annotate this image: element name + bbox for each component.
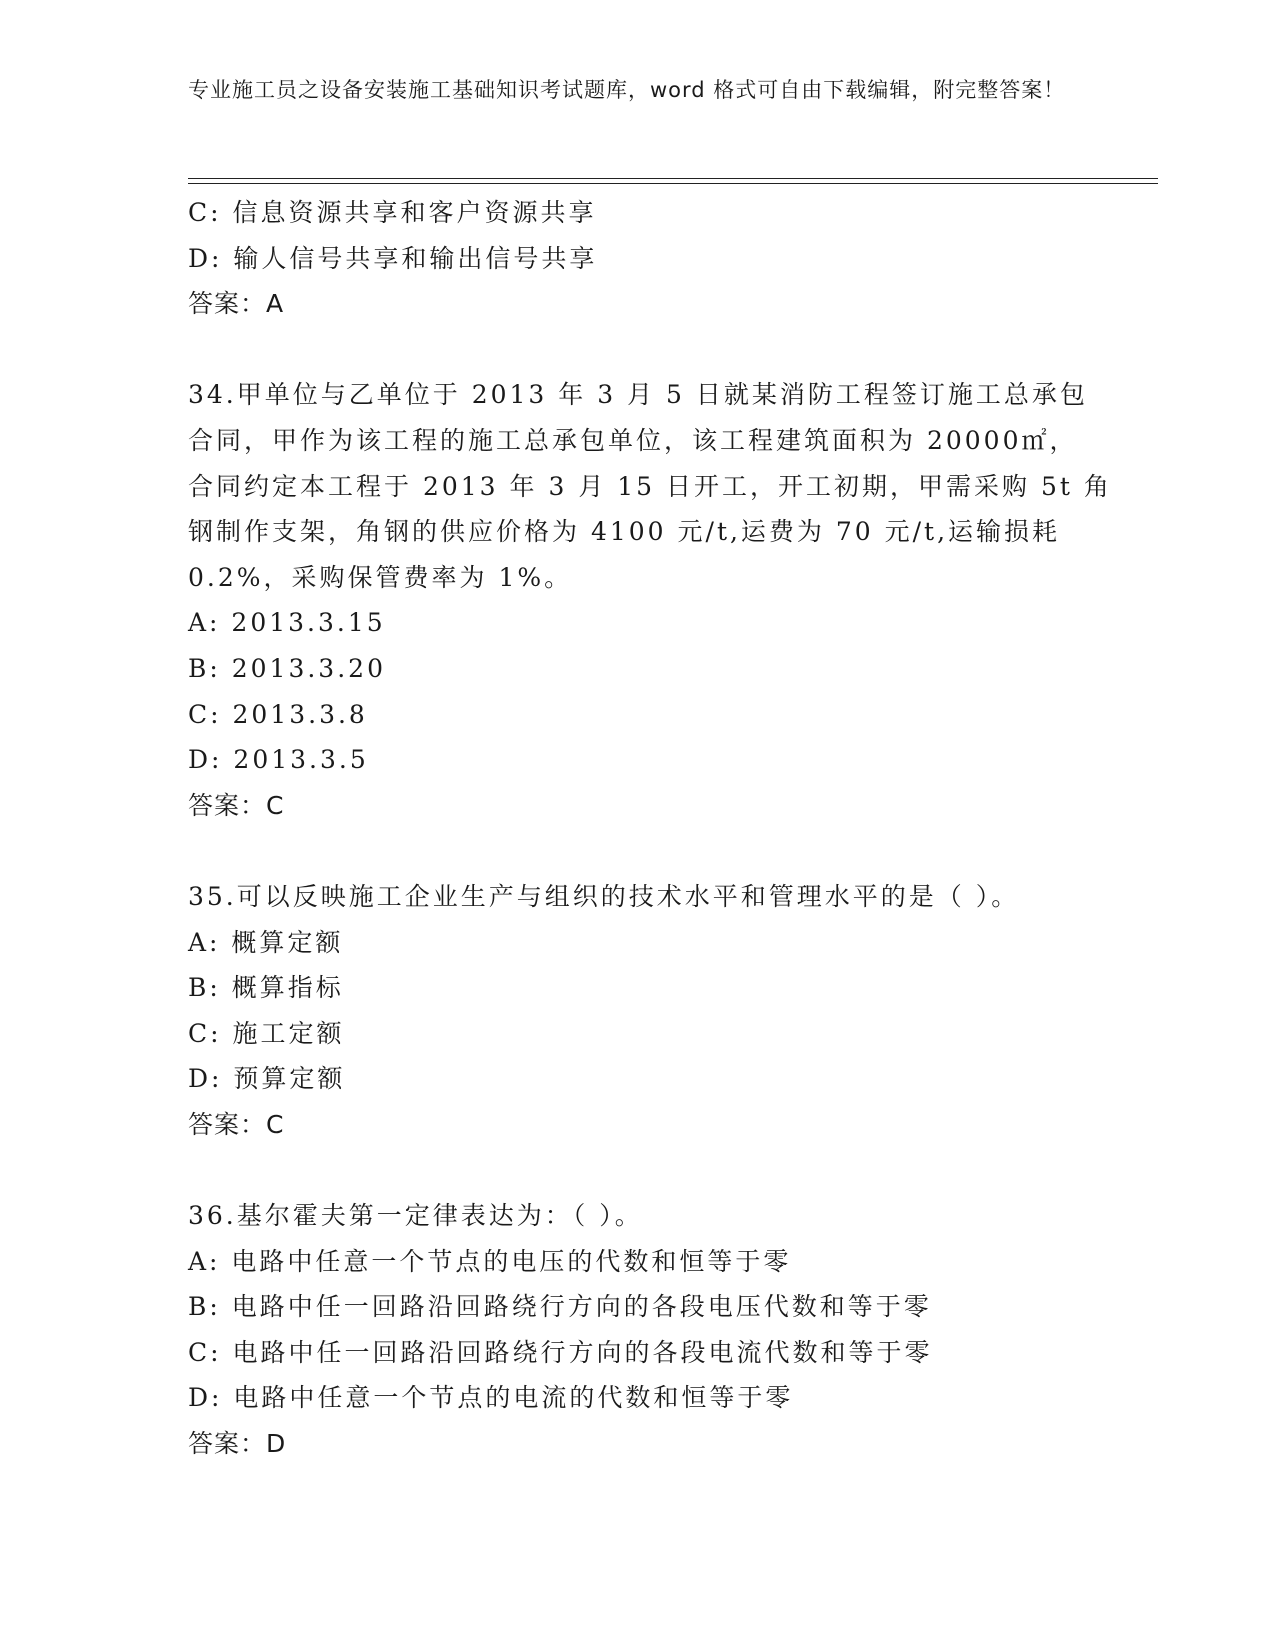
- option-d: D: 电路中任意一个节点的电流的代数和恒等于零: [188, 1383, 794, 1413]
- option-c: C: 施工定额: [188, 1018, 345, 1048]
- question-text-line: 合同，甲作为该工程的施工总承包单位，该工程建筑面积为 20000㎡，: [188, 425, 1078, 455]
- spacer: [188, 828, 1088, 874]
- document-header: [188, 74, 1068, 107]
- answer: 答案：C: [188, 790, 285, 820]
- option-a: A: 电路中任意一个节点的电压的代数和恒等于零: [188, 1246, 792, 1276]
- option-d: D: 预算定额: [188, 1064, 346, 1094]
- spacer: [188, 1147, 1088, 1193]
- answer: 答案：C: [188, 1109, 285, 1139]
- option-b: B: 概算指标: [188, 973, 344, 1003]
- question-text-line: 34.甲单位与乙单位于 2013 年 3 月 5 日就某消防工程签订施工总承包: [188, 380, 1088, 410]
- answer: 答案：D: [188, 1429, 287, 1459]
- option-c: C: 电路中任一回路沿回路绕行方向的各段电流代数和等于零: [188, 1337, 933, 1367]
- question-36: [188, 1193, 1088, 1467]
- question-content: [188, 190, 1112, 1467]
- prev-question: [188, 190, 1088, 327]
- header-divider-top: [188, 178, 1158, 179]
- question-text-line: 36.基尔霍夫第一定律表达为：（ ）。: [188, 1201, 643, 1231]
- option-d: D: 输人信号共享和输出信号共享: [188, 243, 598, 273]
- option-b: B: 2013.3.20: [188, 653, 386, 683]
- option-a: A: 2013.3.15: [188, 608, 386, 638]
- question-text-line: 0.2%，采购保管费率为 1%。: [188, 562, 573, 592]
- question-34: [188, 372, 1112, 828]
- option-c: C: 信息资源共享和客户资源共享: [188, 198, 597, 227]
- question-35: [188, 874, 1088, 1148]
- header-title: 专业施工员之设备安装施工基础知识考试题库，word 格式可自由下载编辑，附完整答案！: [188, 78, 1066, 102]
- answer: 答案：A: [188, 289, 285, 319]
- question-text-line: 合同约定本工程于 2013 年 3 月 15 日开工，开工初期，甲需采购 5t 角: [188, 471, 1112, 501]
- question-text-line: 35.可以反映施工企业生产与组织的技术水平和管理水平的是（ ）。: [188, 881, 1020, 911]
- option-a: A: 概算定额: [188, 927, 344, 957]
- spacer: [188, 327, 1088, 373]
- header-divider-bottom: [188, 183, 1158, 184]
- option-b: B: 电路中任一回路沿回路绕行方向的各段电压代数和等于零: [188, 1292, 932, 1322]
- option-c: C: 2013.3.8: [188, 699, 368, 729]
- option-d: D: 2013.3.5: [188, 745, 369, 775]
- question-text-line: 钢制作支架，角钢的供应价格为 4100 元/t,运费为 70 元/t,运输损耗: [188, 517, 1061, 547]
